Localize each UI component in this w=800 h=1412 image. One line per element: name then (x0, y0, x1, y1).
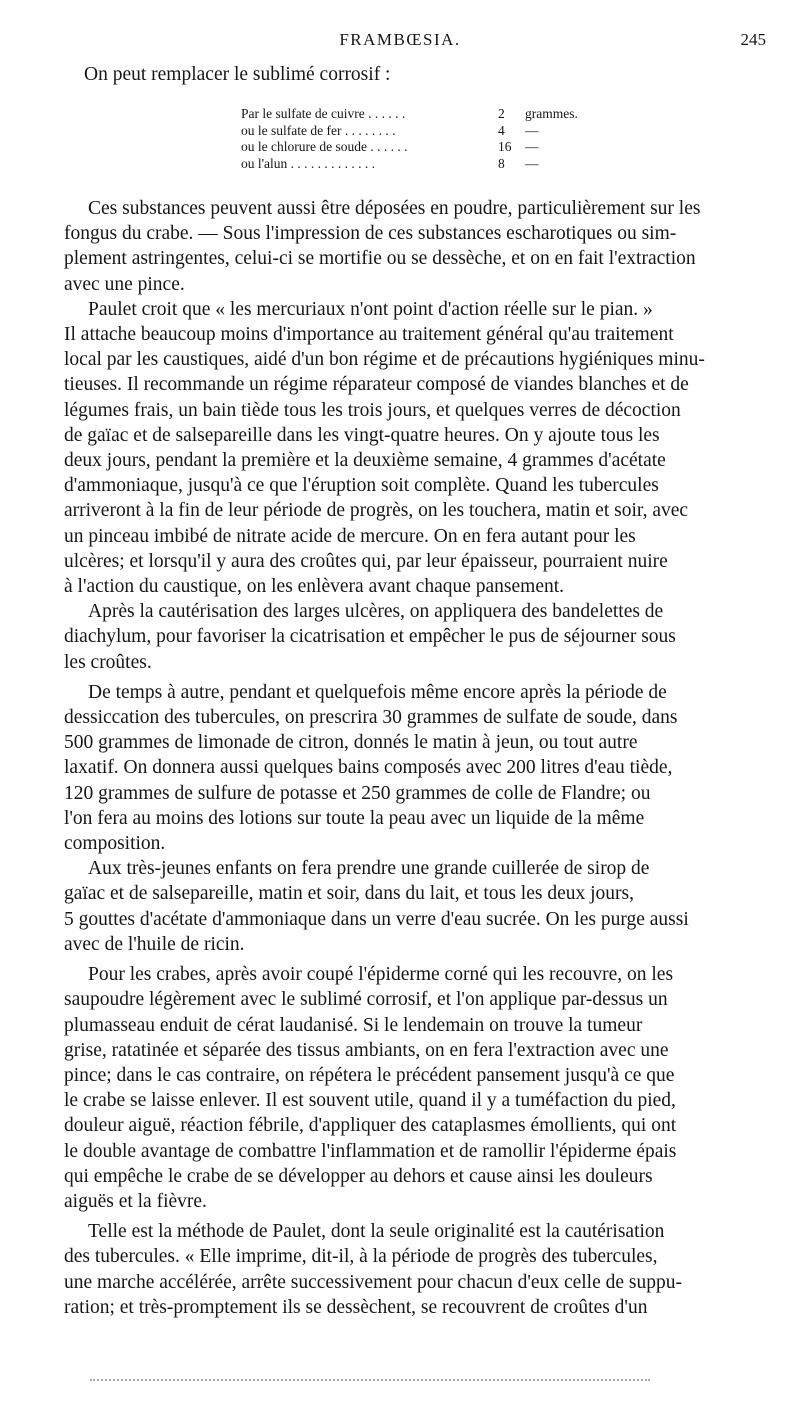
text-line: aiguës et la fièvre. (64, 1190, 207, 1212)
substitute-name: ou l'alun . . . . . . . . . . . . . (241, 155, 376, 171)
text-line: à l'action du caustique, on les enlèvera avant chaque pansement. (64, 576, 565, 598)
text-line: qui empêche le crabe de se développer au dehors et cause ainsi les douleurs (64, 1165, 653, 1187)
text-line: de gaïac et de salsepareille dans les vingt-quatre heures. On y ajoute tous les (64, 424, 660, 446)
paragraph-children (64, 856, 768, 957)
substitutes-list (241, 106, 601, 172)
text-line: dessiccation des tubercules, on prescrira 30 grammes de sulfate de soude, dans (64, 707, 678, 729)
text-line: composition. (64, 833, 166, 855)
page-header (0, 30, 800, 54)
substitute-quantity: 4 (498, 122, 505, 138)
substitute-row (241, 123, 601, 140)
text-line: 500 grammes de limonade de citron, donnés le matin à jeun, ou tout autre (64, 732, 638, 754)
text-line: le double avantage de combattre l'inflammation et de ramollir l'épiderme épais (64, 1140, 677, 1162)
substitute-quantity: 8 (498, 155, 505, 171)
text-line: Après la cautérisation des larges ulcères, on appliquera des bandelettes de (88, 601, 664, 623)
text-line: gaïac et de salsepareille, matin et soir, dans du lait, et tous les deux jours, (64, 883, 634, 905)
text-line: tieuses. Il recommande un régime réparateur composé de viandes blanches et de (64, 374, 689, 396)
text-line: d'ammoniaque, jusqu'à ce que l'éruption soit complète. Quand les tubercules (64, 475, 659, 497)
text-line: douleur aiguë, réaction fébrile, d'appliquer des cataplasmes émollients, qui ont (64, 1115, 677, 1137)
paragraph-method (64, 1219, 768, 1320)
paragraph-powder (64, 196, 768, 297)
text-line: Telle est la méthode de Paulet, dont la seule originalité est la cautérisation (88, 1221, 665, 1243)
text-line: Paulet croit que « les mercuriaux n'ont point d'action réelle sur le pian. » (88, 298, 653, 320)
substitute-unit: — (525, 155, 539, 171)
body-text (64, 196, 768, 1320)
substitute-name: ou le sulfate de fer . . . . . . . . (241, 122, 396, 138)
text-line: des tubercules. « Elle imprime, dit-il, à la période de progrès des tubercules, (64, 1246, 658, 1268)
text-line: légumes frais, un bain tiède tous les trois jours, et quelques verres de décoction (64, 399, 681, 421)
substitute-row (241, 156, 601, 173)
text-line: l'on fera au moins des lotions sur toute la peau avec un liquide de la même (64, 807, 645, 829)
substitute-name: ou le chlorure de soude . . . . . . (241, 139, 408, 154)
paragraph-paulet (64, 297, 768, 599)
text-line: local par les caustiques, aidé d'un bon régime et de précautions hygiéniques minu- (64, 349, 705, 371)
text-line: un pinceau imbibé de nitrate acide de mercure. On en fera autant pour les (64, 525, 636, 547)
text-line: grise, ratatinée et séparée des tissus ambiants, on en fera l'extraction avec une (64, 1039, 669, 1061)
paragraph-crabs (64, 962, 768, 1214)
paragraph-laxatives (64, 680, 768, 856)
text-line: 5 gouttes d'acétate d'ammoniaque dans un verre d'eau sucrée. On les purge aussi (64, 908, 689, 930)
substitute-unit: — (525, 139, 539, 154)
substitute-unit: grammes. (525, 106, 578, 121)
text-line: Il attache beaucoup moins d'importance au traitement général qu'au traitement (64, 324, 674, 346)
text-line: les croûtes. (64, 651, 152, 673)
substitute-quantity: 2 (498, 106, 505, 121)
text-line: avec une pince. (64, 273, 185, 295)
text-line: diachylum, pour favoriser la cicatrisation et empêcher le pus de séjourner sous (64, 626, 676, 648)
text-line: saupoudre légèrement avec le sublimé corrosif, et l'on applique par-dessus un (64, 989, 668, 1011)
text-line: arriveront à la fin de leur période de progrès, on les touchera, matin et soir, avec (64, 500, 689, 522)
text-line: De temps à autre, pendant et quelquefois même encore après la période de (88, 681, 667, 703)
page-number: 245 (740, 30, 766, 49)
substitute-quantity: 16 (498, 139, 512, 154)
text-line: fongus du crabe. — Sous l'impression de ces substances escharotiques ou sim- (64, 223, 677, 245)
text-line: deux jours, pendant la première et la deuxième semaine, 4 grammes d'acétate (64, 450, 666, 472)
intro-line: On peut remplacer le sublimé corrosif : (84, 64, 391, 85)
substitute-row (241, 139, 601, 156)
text-line: une marche accélérée, arrête successivement pour chacun d'eux celle de suppu- (64, 1271, 682, 1293)
running-title: FRAMBŒSIA. (339, 30, 461, 49)
text-line: Aux très-jeunes enfants on fera prendre une grande cuillerée de sirop de (88, 858, 650, 880)
text-line: Ces substances peuvent aussi être déposées en poudre, particulièrement sur les (88, 198, 701, 219)
substitute-unit: — (525, 122, 539, 138)
substitute-name: Par le sulfate de cuivre . . . . . . (241, 106, 406, 121)
text-line: laxatif. On donnera aussi quelques bains composés avec 200 litres d'eau tiède, (64, 757, 673, 779)
text-line: 120 grammes de sulfure de potasse et 250 grammes de colle de Flandre; ou (64, 782, 651, 804)
text-line: pince; dans le cas contraire, on répétera le précédent pansement jusqu'à ce que (64, 1064, 675, 1086)
text-line: plement astringentes, celui-ci se mortifie ou se dessèche, et on en fait l'extraction (64, 248, 696, 270)
text-line: ration; et très-promptement ils se dessèchent, se recouvrent de croûtes d'un (64, 1296, 648, 1318)
paragraph-cauterisation (64, 599, 768, 675)
text-line: ulcères; et lorsqu'il y aura des croûtes qui, par leur épaisseur, pourraient nuire (64, 550, 668, 572)
text-line: Pour les crabes, après avoir coupé l'épiderme corné qui les recouvre, on les (88, 964, 674, 986)
substitute-row (241, 106, 601, 123)
text-line: le crabe se laisse enlever. Il est souvent utile, quand il y a tuméfaction du pied, (64, 1090, 676, 1112)
footer-rule (90, 1379, 650, 1381)
text-line: plumasseau enduit de cérat laudanisé. Si le lendemain on trouve la tumeur (64, 1014, 643, 1036)
text-line: avec de l'huile de ricin. (64, 933, 245, 955)
